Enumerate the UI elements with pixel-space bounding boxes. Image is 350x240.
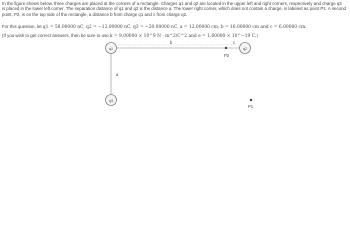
charge-q2	[240, 43, 251, 54]
intro-text: In the figure shown below, three charges are placed at the corners of a rectangle. Charges q1 and q2 are located in the upper left and right corners, respectively and charge q3 is placed in the lower left corner. The separation distance of q1 and q2 is the distance a. The lower right corner, which does not contain a charge, is labeled as point P1. A second point, P2, is on the top side of the rectangle, a distance b from charge q1 and c from charge q2.	[2, 1, 346, 17]
distance-b-label: b	[170, 40, 173, 45]
charge-q2-label: q2	[243, 47, 247, 51]
constants-prefix: (If you wish to get correct answers, then be sure to use	[2, 33, 109, 38]
charge-q3	[106, 95, 117, 106]
p1-label: P1	[248, 104, 254, 108]
p1-point	[250, 99, 252, 101]
p2-point	[225, 47, 227, 49]
constants-values: k = 9.00000 × 10^9 N · m^2/C^2 and e = 1.60000 × 10^−19 C.)	[109, 34, 259, 39]
given-values: q1 = 58.00000 nC, q2 = −12.00000 nC, q3 = −20.00000 nC, a = 12.00000 cm, b = 16.00000 cm and c = 6.00000 cm.	[42, 25, 307, 30]
rectangle-charge-diagram	[0, 0, 350, 108]
charge-q3-label: q3	[109, 99, 113, 103]
given-prefix: For this question, let	[2, 24, 42, 29]
side-a-label: a	[116, 72, 119, 77]
charge-q1	[106, 43, 117, 54]
distance-c-label: c	[233, 40, 236, 45]
p2-label: P2	[224, 53, 230, 58]
charge-q1-label: q1	[109, 47, 113, 51]
